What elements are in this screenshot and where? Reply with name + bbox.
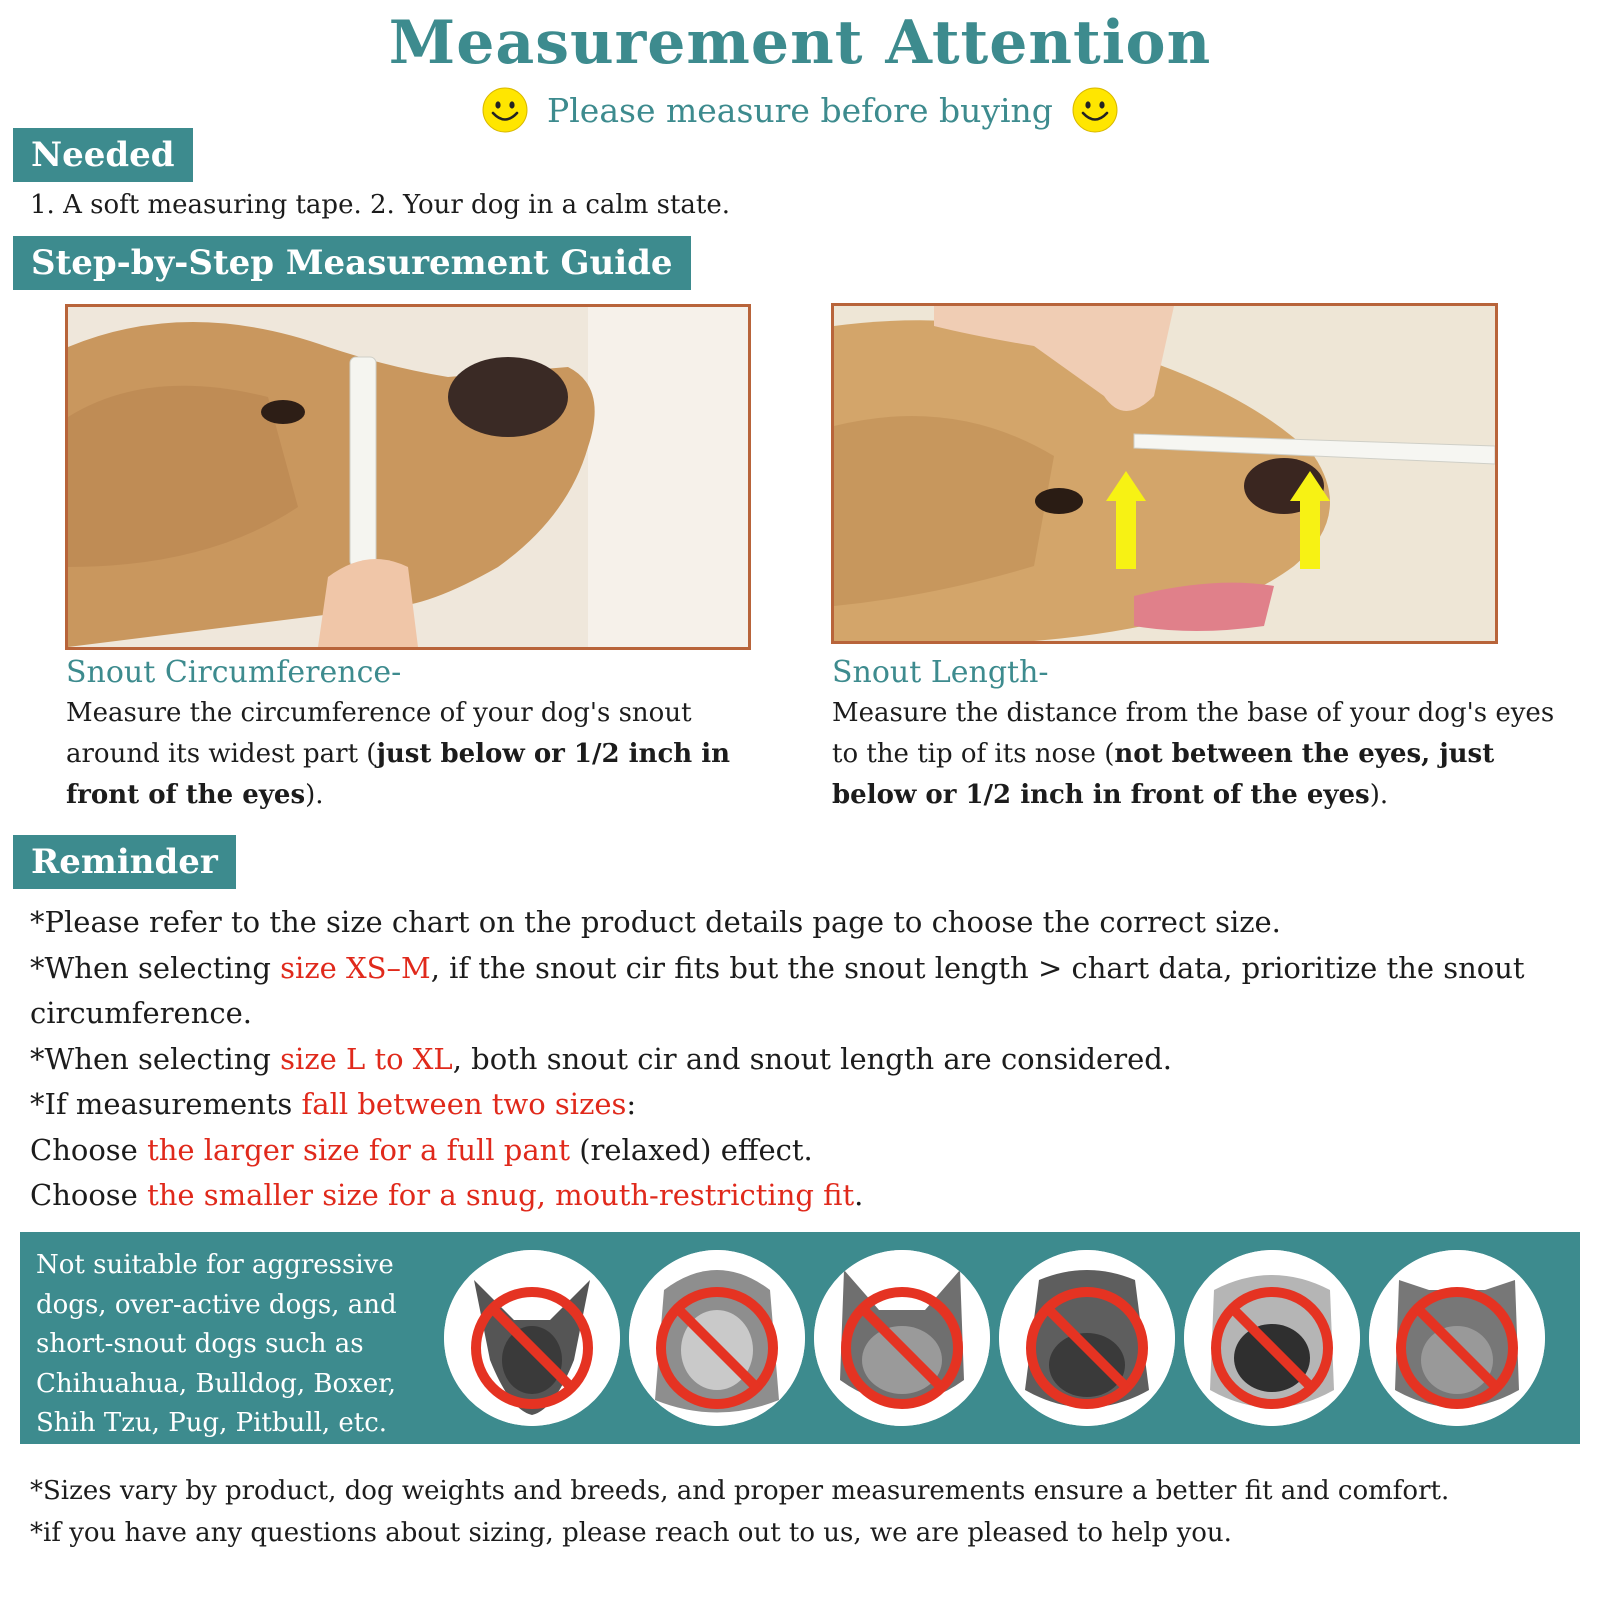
reminder-item: *When selecting size L to XL, both snout cir and snout length are considered. <box>30 1041 1173 1076</box>
snout-length-title: Snout Length- <box>832 655 1049 690</box>
reminder-item: *When selecting size XS–M, if the snout cir fits but the snout length > chart data, prioritize the snout circumference. <box>30 950 1525 1030</box>
snout-circumference-title: Snout Circumference- <box>66 655 402 690</box>
bulldog-prohibited-icon <box>814 1250 990 1426</box>
footer-note: *Sizes vary by product, dog weights and breeds, and proper measurements ensure a better fit and comfort. <box>30 1476 1450 1506</box>
needed-heading: Needed <box>13 128 193 182</box>
reminder-item: Choose the larger size for a full pant (relaxed) effect. <box>30 1132 813 1167</box>
warning-text: Not suitable for aggressive dogs, over-active dogs, and short-snout dogs such as Chihuahua, Bulldog, Boxer, Shih Tzu, Pug, Pitbull, etc. <box>36 1250 397 1438</box>
shih-tzu-prohibited-icon <box>629 1250 805 1426</box>
snout-circumference-photo <box>65 304 751 650</box>
guide-heading: Step-by-Step Measurement Guide <box>13 236 691 290</box>
smiley-icon <box>481 86 529 134</box>
reminder-item: *If measurements fall between two sizes: <box>30 1087 637 1121</box>
subtitle-row <box>0 82 1600 138</box>
reminder-list <box>30 900 1570 1219</box>
needed-text: 1. A soft measuring tape. 2. Your dog in a calm state. <box>30 190 731 220</box>
footer-note: *if you have any questions about sizing, please reach out to us, we are pleased to help you. <box>30 1518 1232 1548</box>
page-title: Measurement Attention <box>388 8 1212 78</box>
subtitle: Please measure before buying <box>547 90 1053 130</box>
reminder-item: *Please refer to the size chart on the product details page to choose the correct size. <box>30 905 1281 939</box>
reminder-item: Choose the smaller size for a snug, mouth-restricting fit. <box>30 1178 864 1212</box>
reminder-heading: Reminder <box>13 835 236 889</box>
boxer-prohibited-icon <box>999 1250 1175 1426</box>
footer-notes <box>30 1470 1449 1554</box>
chihuahua-prohibited-icon <box>444 1250 620 1426</box>
snout-length-text: Measure the distance from the base of your dog's eyes to the tip of its nose (not between the eyes, just below or 1/2 inch in front of the eyes). <box>832 698 1555 810</box>
smiley-icon <box>1071 86 1119 134</box>
pug-prohibited-icon <box>1184 1250 1360 1426</box>
snout-length-photo <box>831 303 1498 644</box>
snout-circumference-text: Measure the circumference of your dog's snout around its widest part (just below or 1/2 inch in front of the eyes). <box>66 698 731 810</box>
pitbull-prohibited-icon <box>1369 1250 1545 1426</box>
